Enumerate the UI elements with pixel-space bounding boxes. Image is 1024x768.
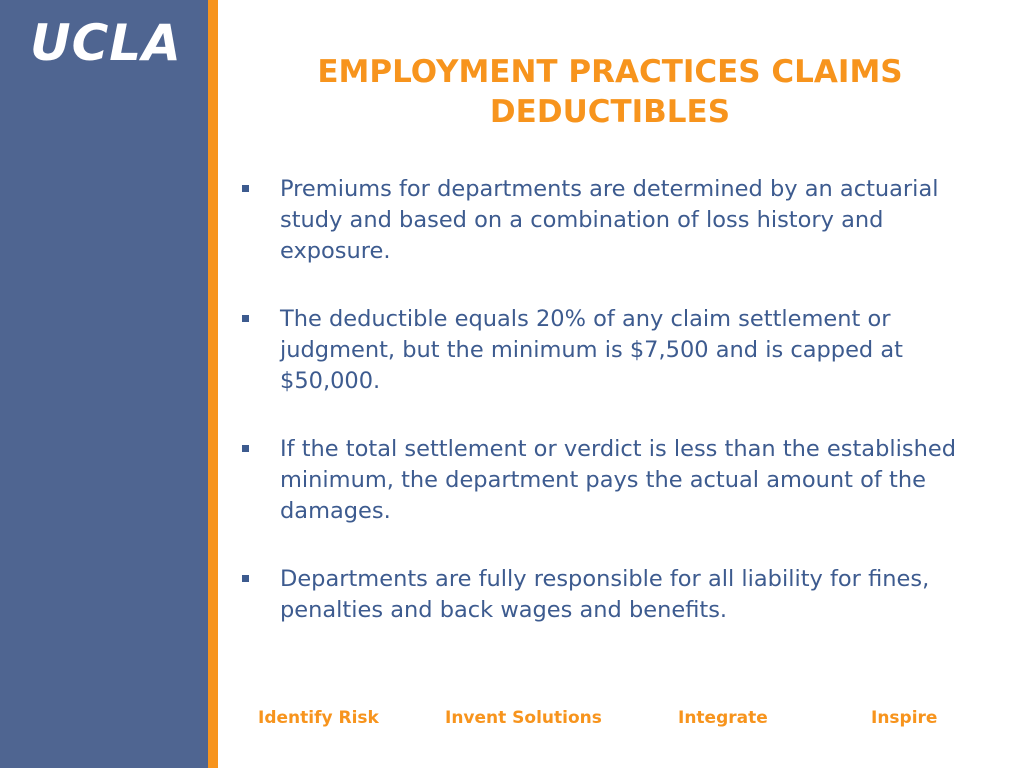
bullet-text: If the total settlement or verdict is less than the established minimum, the department pays the actual amount of the damages. bbox=[280, 436, 956, 524]
square-bullet-icon bbox=[242, 445, 249, 452]
bullet-item-deductible bbox=[240, 304, 970, 397]
footer-inspire: Inspire bbox=[871, 708, 938, 728]
bullet-text: The deductible equals 20% of any claim settlement or judgment, but the minimum is $7,500 and is capped at $50,000. bbox=[280, 306, 903, 394]
footer-tagline bbox=[218, 706, 1024, 730]
footer-identify-risk: Identify Risk bbox=[258, 708, 379, 728]
bullet-text: Premiums for departments are determined by an actuarial study and based on a combination of loss history and exposure. bbox=[280, 176, 939, 264]
bullet-item-premiums bbox=[240, 174, 970, 267]
square-bullet-icon bbox=[242, 185, 249, 192]
square-bullet-icon bbox=[242, 315, 249, 322]
bullet-list bbox=[240, 174, 970, 626]
bullet-item-minimum bbox=[240, 434, 970, 527]
bullet-item-liability bbox=[240, 564, 970, 626]
bullet-text: Departments are fully responsible for all liability for fines, penalties and back wages and benefits. bbox=[280, 566, 930, 623]
sidebar-accent-stripe bbox=[208, 0, 218, 768]
slide-title: EMPLOYMENT PRACTICES CLAIMS DEDUCTIBLES bbox=[317, 54, 903, 130]
footer-integrate: Integrate bbox=[678, 708, 768, 728]
square-bullet-icon bbox=[242, 575, 249, 582]
ucla-logo: UCLA bbox=[30, 14, 182, 72]
sidebar bbox=[0, 0, 208, 768]
footer-invent-solutions: Invent Solutions bbox=[445, 708, 602, 728]
